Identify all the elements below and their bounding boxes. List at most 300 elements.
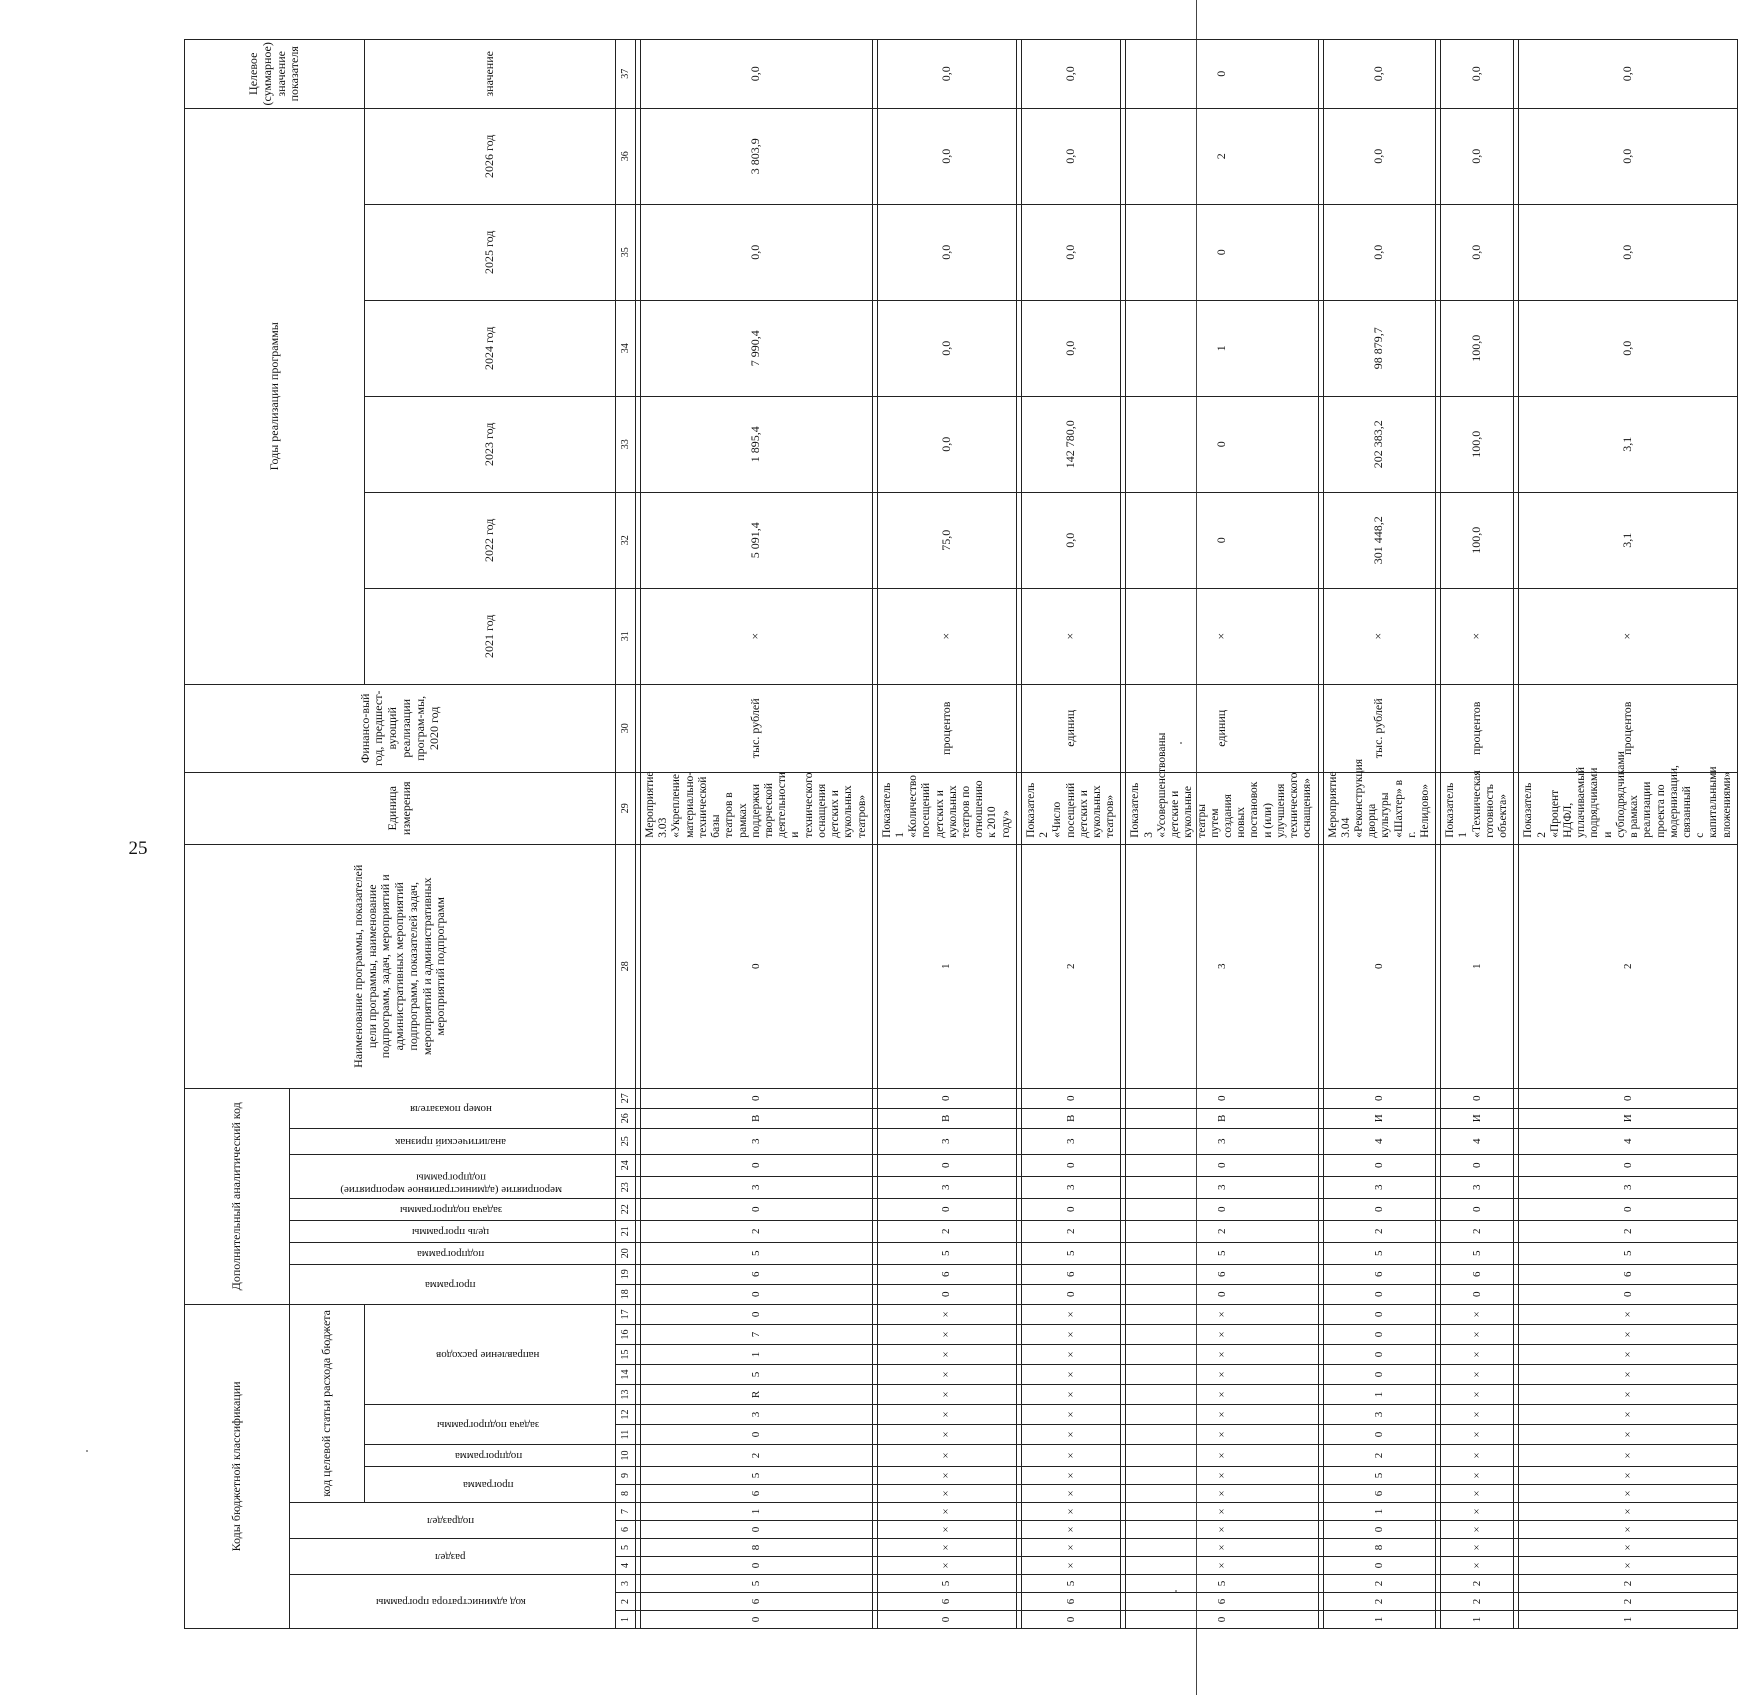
budget-code-cell: 5 [1126, 1575, 1318, 1593]
analytic-code-cell: 5 [1519, 1242, 1738, 1264]
budget-code-cell: × [1126, 1557, 1318, 1575]
codes-header: Коды бюджетной классификации [185, 1304, 290, 1628]
analytic-code-cell: 0 [1323, 1198, 1436, 1220]
analytic-code-cell: В [1126, 1108, 1318, 1128]
subprogram-task-header: задача подпрограммы [365, 1405, 616, 1445]
year-value-cell: 202 383,2 [1323, 396, 1436, 492]
analytic-code-cell: 0 [1126, 1088, 1318, 1108]
budget-code-cell: 1 [641, 1345, 873, 1365]
budget-code-cell: 2 [1441, 1575, 1514, 1593]
budget-code-cell: 0 [1126, 1611, 1318, 1629]
year-value-cell: 1 895,4 [641, 396, 873, 492]
column-number: 28 [616, 844, 636, 1088]
year-value-cell: 0,0 [1021, 300, 1121, 396]
column-number: 17 [616, 1304, 636, 1324]
analytic-code-cell: 0 [641, 1154, 873, 1176]
budget-code-cell: × [1126, 1385, 1318, 1405]
analytic-code-cell: 0 [1519, 1154, 1738, 1176]
budget-code-cell: 8 [641, 1539, 873, 1557]
budget-code-cell: × [1021, 1405, 1121, 1425]
analytic-code-cell: 6 [1323, 1264, 1436, 1284]
scan-speck [1175, 1590, 1177, 1592]
year-value-cell: 0,0 [1021, 39, 1121, 108]
analytic-code-cell: 4 [1519, 1128, 1738, 1154]
analytic-code-cell: 2 [641, 1220, 873, 1242]
analytic-code-cell: 0 [1126, 1198, 1318, 1220]
budget-code-cell: × [1519, 1485, 1738, 1503]
budget-code-cell: × [1021, 1325, 1121, 1345]
analytic-code-cell: 3 [877, 1176, 1016, 1198]
budget-code-cell: × [877, 1539, 1016, 1557]
scan-speck [86, 1450, 88, 1452]
year-value-cell: 0,0 [1441, 108, 1514, 204]
budget-code-cell: × [877, 1445, 1016, 1467]
budget-code-cell: 6 [641, 1485, 873, 1503]
year-2024-header: 2024 год [365, 300, 616, 396]
year-value-cell: 0,0 [641, 204, 873, 300]
analytic-code-cell: В [641, 1108, 873, 1128]
budget-code-cell: 5 [641, 1467, 873, 1485]
analytic-code-cell: 0 [641, 1088, 873, 1108]
analytic-code-cell: 5 [1021, 1242, 1121, 1264]
budget-code-cell: × [1441, 1503, 1514, 1521]
budget-code-cell: 3 [1323, 1405, 1436, 1425]
analytic-code-cell: 0 [1323, 1088, 1436, 1108]
budget-code-cell: × [1021, 1521, 1121, 1539]
table-row [1323, 39, 1436, 1628]
add-subprogram-header: подпрограмма [290, 1242, 616, 1264]
year-value-cell: 142 780,0 [1021, 396, 1121, 492]
year-value-cell: 0,0 [877, 39, 1016, 108]
budget-code-cell: × [1126, 1304, 1318, 1324]
budget-code-cell: × [1126, 1405, 1318, 1425]
budget-code-cell: × [1519, 1304, 1738, 1324]
target-code-header: код целевой статьи расхода бюджета [290, 1304, 365, 1502]
analytic-code-cell: 6 [1519, 1264, 1738, 1284]
analytic-code-cell: 0 [641, 1198, 873, 1220]
budget-code-cell: × [1519, 1365, 1738, 1385]
budget-code-cell: 6 [877, 1593, 1016, 1611]
admin-code-header: код администратора программы [290, 1575, 616, 1629]
analytic-code-cell: 0 [1126, 1154, 1318, 1176]
analytic-code-cell: 0 [1323, 844, 1436, 1088]
year-value-cell: 0,0 [641, 39, 873, 108]
budget-code-cell: 2 [1323, 1445, 1436, 1467]
year-value-cell: 0 [1126, 396, 1318, 492]
budget-code-cell: × [877, 1325, 1016, 1345]
year-value-cell: 0,0 [877, 108, 1016, 204]
analytic-code-cell: 3 [1126, 1128, 1318, 1154]
year-value-cell: 100,0 [1441, 492, 1514, 588]
rotated-table-wrapper [184, 42, 1733, 1629]
budget-code-cell: 6 [1021, 1593, 1121, 1611]
year-value-cell: 0,0 [1021, 492, 1121, 588]
budget-code-cell: × [1441, 1467, 1514, 1485]
budget-code-cell: 1 [1323, 1385, 1436, 1405]
budget-code-cell: 0 [641, 1611, 873, 1629]
unit-cell: единиц [1126, 684, 1318, 772]
budget-code-cell: × [1126, 1539, 1318, 1557]
analytic-code-cell: 0 [877, 1198, 1016, 1220]
analytic-code-cell: 3 [1126, 844, 1318, 1088]
section-header: раздел [290, 1539, 616, 1575]
budget-code-cell: × [1519, 1405, 1738, 1425]
column-number: 36 [616, 108, 636, 204]
budget-code-cell: 6 [641, 1593, 873, 1611]
budget-code-cell: 0 [641, 1304, 873, 1324]
budget-code-cell: × [877, 1385, 1016, 1405]
budget-code-cell: 2 [1323, 1575, 1436, 1593]
budget-code-cell: × [877, 1304, 1016, 1324]
analytic-code-cell: 2 [1323, 1220, 1436, 1242]
column-number: 34 [616, 300, 636, 396]
year-value-cell: 0,0 [1519, 108, 1738, 204]
budget-code-cell: 0 [1323, 1345, 1436, 1365]
prev-year-cell: × [1519, 588, 1738, 684]
subprogram-header: подпрограмма [365, 1445, 616, 1467]
target-value-header: значение [365, 39, 616, 108]
budget-code-cell: × [1021, 1345, 1121, 1365]
analytic-code-cell: И [1519, 1108, 1738, 1128]
year-2022-header: 2022 год [365, 492, 616, 588]
budget-code-cell: × [877, 1521, 1016, 1539]
budget-code-cell: 2 [641, 1445, 873, 1467]
analytic-code-cell: 0 [1519, 1088, 1738, 1108]
budget-code-cell: × [1519, 1539, 1738, 1557]
analytic-code-cell: 5 [641, 1242, 873, 1264]
analytic-code-cell: 0 [1519, 1198, 1738, 1220]
budget-code-cell: × [1021, 1445, 1121, 1467]
budget-code-cell: 0 [877, 1611, 1016, 1629]
year-2021-header: 2021 год [365, 588, 616, 684]
budget-code-cell: 0 [1323, 1557, 1436, 1575]
budget-code-cell: × [877, 1425, 1016, 1445]
budget-code-cell: 1 [1323, 1611, 1436, 1629]
unit-cell: процентов [877, 684, 1016, 772]
budget-code-cell: 1 [641, 1503, 873, 1521]
unit-cell: тыс. рублей [1323, 684, 1436, 772]
budget-code-cell: × [1441, 1405, 1514, 1425]
budget-code-cell: × [1126, 1365, 1318, 1385]
table-row [877, 39, 1016, 1628]
analytic-code-cell: 0 [877, 1284, 1016, 1304]
row-name: Показатель 1 «Техническая готовность объекта» [1441, 772, 1514, 844]
year-value-cell: 5 091,4 [641, 492, 873, 588]
analytic-code-cell: 0 [1323, 1284, 1436, 1304]
row-name: Мероприятие 3.03 «Укрепление материально-технической базы театров в рамках поддержки творческой деятельности и технического оснащения детских и кукольных театров» [641, 772, 873, 844]
budget-code-cell: 5 [1323, 1467, 1436, 1485]
analytic-code-cell: 0 [1441, 1284, 1514, 1304]
year-value-cell: 100,0 [1441, 396, 1514, 492]
year-value-cell: 0,0 [1021, 204, 1121, 300]
analytic-code-cell: И [1323, 1108, 1436, 1128]
prev-year-header: Финансо-вый год, предшест-вующий реализации програм-мы, 2020 год [185, 684, 616, 772]
analytic-code-cell: 3 [1021, 1128, 1121, 1154]
analytic-code-cell: 3 [1126, 1176, 1318, 1198]
analytic-code-cell: 6 [1126, 1264, 1318, 1284]
analytic-code-cell: 0 [877, 1154, 1016, 1176]
budget-code-cell: 8 [1323, 1539, 1436, 1557]
budget-code-cell: 5 [641, 1575, 873, 1593]
expense-direction-header: направление расходов [365, 1304, 616, 1404]
year-value-cell: 301 448,2 [1323, 492, 1436, 588]
budget-code-cell: 0 [1323, 1365, 1436, 1385]
budget-code-cell: 5 [877, 1575, 1016, 1593]
budget-code-cell: × [877, 1365, 1016, 1385]
analytic-code-cell: 1 [877, 844, 1016, 1088]
analytic-code-cell: 6 [1441, 1264, 1514, 1284]
budget-code-cell: × [1126, 1445, 1318, 1467]
column-number: 2 [616, 1593, 636, 1611]
unit-cell: тыс. рублей [641, 684, 873, 772]
budget-code-cell: × [1441, 1521, 1514, 1539]
column-number: 1 [616, 1611, 636, 1629]
analytic-code-cell: 0 [1021, 1284, 1121, 1304]
program-goal-header: цель программы [290, 1220, 616, 1242]
analytic-code-cell: 2 [1441, 1220, 1514, 1242]
column-number: 32 [616, 492, 636, 588]
table-row [1441, 39, 1514, 1628]
budget-code-cell: × [1126, 1345, 1318, 1365]
analytic-code-cell: 3 [1519, 1176, 1738, 1198]
budget-code-cell: 0 [641, 1521, 873, 1539]
prev-year-cell: × [1441, 588, 1514, 684]
budget-code-cell: × [1126, 1425, 1318, 1445]
budget-code-cell: × [877, 1405, 1016, 1425]
column-number: 9 [616, 1467, 636, 1485]
year-2025-header: 2025 год [365, 204, 616, 300]
year-value-cell: 0,0 [877, 396, 1016, 492]
column-number: 15 [616, 1345, 636, 1365]
budget-code-cell: × [1519, 1425, 1738, 1445]
budget-code-cell: × [1021, 1304, 1121, 1324]
budget-code-cell: × [1126, 1503, 1318, 1521]
analytic-code-cell: 0 [1441, 1088, 1514, 1108]
subsection-header: подраздел [290, 1503, 616, 1539]
budget-code-cell: 0 [1323, 1325, 1436, 1345]
name-header: Наименование программы, показателей цели программы, наименование подпрограмм, задач, мероприятий и административных мероприятий подпрограмм, показателей задач, мероприятий и административных мероприятий подпрограмм [185, 844, 616, 1088]
budget-code-cell: 0 [1323, 1521, 1436, 1539]
column-number: 16 [616, 1325, 636, 1345]
budget-code-cell: × [1519, 1325, 1738, 1345]
table-row [1021, 39, 1121, 1628]
budget-code-cell: × [1126, 1485, 1318, 1503]
budget-code-cell: × [1519, 1385, 1738, 1405]
column-number: 14 [616, 1365, 636, 1385]
analytic-code-cell: 1 [1441, 844, 1514, 1088]
budget-code-cell: 0 [641, 1557, 873, 1575]
year-2026-header: 2026 год [365, 108, 616, 204]
analytic-code-cell: 5 [1323, 1242, 1436, 1264]
year-value-cell: 0,0 [1021, 108, 1121, 204]
analytic-code-cell: В [1021, 1108, 1121, 1128]
prev-year-cell: × [877, 588, 1016, 684]
analytic-code-cell: 4 [1323, 1128, 1436, 1154]
budget-code-cell: × [1519, 1467, 1738, 1485]
analytic-code-cell: 0 [1519, 1284, 1738, 1304]
budget-code-cell: 2 [1519, 1575, 1738, 1593]
budget-code-cell: 6 [1323, 1485, 1436, 1503]
year-value-cell: 0 [1126, 39, 1318, 108]
budget-code-cell: 2 [1323, 1593, 1436, 1611]
column-number: 21 [616, 1220, 636, 1242]
budget-code-cell: × [1519, 1503, 1738, 1521]
budget-code-cell: 1 [1519, 1611, 1738, 1629]
row-name: Показатель 3 «Усовершенствованы детские и кукольные театры путем создания новых постановок и (или) улучшения технического оснащения» [1126, 772, 1318, 844]
analytic-code-cell: 5 [1126, 1242, 1318, 1264]
row-name: Мероприятие 3.04 «Реконструкция дворца культуры «Шахтер» в г. Нелидово» [1323, 772, 1436, 844]
year-value-cell: 0,0 [1323, 204, 1436, 300]
column-number: 29 [616, 772, 636, 844]
analytic-code-cell: 0 [1126, 1284, 1318, 1304]
row-name: Показатель 1 «Количество посещений детских и кукольных театров по отношению к 2010 году» [877, 772, 1016, 844]
analytic-code-cell: 3 [1323, 1176, 1436, 1198]
prev-year-cell: × [641, 588, 873, 684]
column-number: 13 [616, 1385, 636, 1405]
year-value-cell: 0,0 [1519, 300, 1738, 396]
column-number: 37 [616, 39, 636, 108]
year-value-cell: 98 879,7 [1323, 300, 1436, 396]
unit-cell: процентов [1441, 684, 1514, 772]
analytic-code-cell: В [877, 1108, 1016, 1128]
year-value-cell: 0,0 [877, 204, 1016, 300]
analytic-code-cell: 2 [1021, 1220, 1121, 1242]
column-number: 5 [616, 1539, 636, 1557]
budget-code-cell: × [877, 1503, 1016, 1521]
column-number: 7 [616, 1503, 636, 1521]
budget-code-cell: × [1441, 1385, 1514, 1405]
admin-measure-header: мероприятие (административное мероприятие) подпрограммы [290, 1154, 616, 1198]
unit-cell: процентов [1519, 684, 1738, 772]
column-number: 22 [616, 1198, 636, 1220]
unit-cell: единиц [1021, 684, 1121, 772]
column-number: 10 [616, 1445, 636, 1467]
prev-year-cell: × [1126, 588, 1318, 684]
prev-year-cell: × [1021, 588, 1121, 684]
analytic-code-cell: 3 [1021, 1176, 1121, 1198]
budget-code-cell: × [1519, 1557, 1738, 1575]
year-value-cell: 0,0 [1323, 108, 1436, 204]
budget-code-cell: × [1021, 1557, 1121, 1575]
budget-code-cell: 0 [1323, 1304, 1436, 1324]
column-number: 20 [616, 1242, 636, 1264]
target-title-header: Целевое (суммарное) значение показателя [185, 39, 365, 108]
budget-code-cell: × [1021, 1365, 1121, 1385]
analytic-attr-header: аналитический признак [290, 1128, 616, 1154]
additional-code-header: Дополнительный аналитический код [185, 1088, 290, 1304]
column-number: 35 [616, 204, 636, 300]
budget-code-cell: × [1441, 1325, 1514, 1345]
analytic-code-cell: 0 [641, 1284, 873, 1304]
column-number: 26 [616, 1108, 636, 1128]
budget-code-cell: × [1021, 1467, 1121, 1485]
analytic-code-cell: И [1441, 1108, 1514, 1128]
analytic-code-cell: 4 [1441, 1128, 1514, 1154]
budget-code-cell: 3 [641, 1405, 873, 1425]
year-value-cell: 3,1 [1519, 492, 1738, 588]
budget-code-cell: × [1441, 1304, 1514, 1324]
row-name: Показатель 2 «Число посещений детских и кукольных театров» [1021, 772, 1121, 844]
year-value-cell: 0,0 [877, 300, 1016, 396]
table-row [1519, 39, 1738, 1628]
indicator-number-header: номер показателя [290, 1088, 616, 1128]
budget-code-cell: 2 [1519, 1593, 1738, 1611]
column-number: 8 [616, 1485, 636, 1503]
budget-code-cell: × [877, 1345, 1016, 1365]
column-number: 12 [616, 1405, 636, 1425]
year-value-cell: 100,0 [1441, 300, 1514, 396]
analytic-code-cell: 5 [877, 1242, 1016, 1264]
analytic-code-cell: 3 [641, 1176, 873, 1198]
year-value-cell: 0 [1126, 492, 1318, 588]
budget-code-cell: × [1441, 1425, 1514, 1445]
program-header: программа [365, 1467, 616, 1503]
year-value-cell: 0 [1126, 204, 1318, 300]
year-value-cell: 2 [1126, 108, 1318, 204]
analytic-code-cell: 5 [1441, 1242, 1514, 1264]
year-value-cell: 75,0 [877, 492, 1016, 588]
budget-code-cell: × [1126, 1521, 1318, 1539]
column-number: 6 [616, 1521, 636, 1539]
budget-code-cell: 2 [1441, 1593, 1514, 1611]
budget-code-cell: × [1441, 1485, 1514, 1503]
analytic-code-cell: 2 [1519, 1220, 1738, 1242]
year-value-cell: 3,1 [1519, 396, 1738, 492]
budget-code-cell: × [1441, 1365, 1514, 1385]
column-number: 19 [616, 1264, 636, 1284]
budget-code-cell: × [1126, 1467, 1318, 1485]
budget-code-cell: × [1441, 1539, 1514, 1557]
budget-code-cell: 0 [1323, 1425, 1436, 1445]
column-number: 24 [616, 1154, 636, 1176]
analytic-code-cell: 2 [877, 1220, 1016, 1242]
analytic-code-cell: 3 [1441, 1176, 1514, 1198]
budget-code-cell: × [1021, 1503, 1121, 1521]
analytic-code-cell: 0 [1323, 1154, 1436, 1176]
row-name: Показатель 2 «Процент НДФЛ, уплачиваемый подрядчиками и субподрядчиками в рамках реализации проекта по модернизации, связанный с капитальными вложениями» [1519, 772, 1738, 844]
analytic-code-cell: 0 [1441, 1198, 1514, 1220]
column-number: 11 [616, 1425, 636, 1445]
year-value-cell: 0,0 [1323, 39, 1436, 108]
subprogram-task2-header: задача подпрограммы [290, 1198, 616, 1220]
budget-code-cell: × [1441, 1445, 1514, 1467]
year-value-cell: 0,0 [1441, 39, 1514, 108]
budget-code-cell: 1 [1441, 1611, 1514, 1629]
budget-code-cell: × [1126, 1325, 1318, 1345]
add-program-header: программа [290, 1264, 616, 1304]
analytic-code-cell: 3 [641, 1128, 873, 1154]
analytic-code-cell: 0 [1021, 1088, 1121, 1108]
year-2023-header: 2023 год [365, 396, 616, 492]
budget-code-cell: × [1519, 1445, 1738, 1467]
unit-header: Единица измерения [185, 772, 616, 844]
year-value-cell: 0,0 [1441, 204, 1514, 300]
analytic-code-cell: 2 [1021, 844, 1121, 1088]
analytic-code-cell: 6 [1021, 1264, 1121, 1284]
column-number: 18 [616, 1284, 636, 1304]
column-number-row [616, 39, 636, 1628]
budget-code-cell: 5 [641, 1365, 873, 1385]
year-value-cell: 3 803,9 [641, 108, 873, 204]
budget-code-cell: × [1021, 1485, 1121, 1503]
column-number: 31 [616, 588, 636, 684]
year-value-cell: 0,0 [1519, 204, 1738, 300]
column-number: 25 [616, 1128, 636, 1154]
column-number: 4 [616, 1557, 636, 1575]
page-number: 25 [128, 838, 148, 859]
year-value-cell: 1 [1126, 300, 1318, 396]
scan-speck [1180, 742, 1182, 744]
